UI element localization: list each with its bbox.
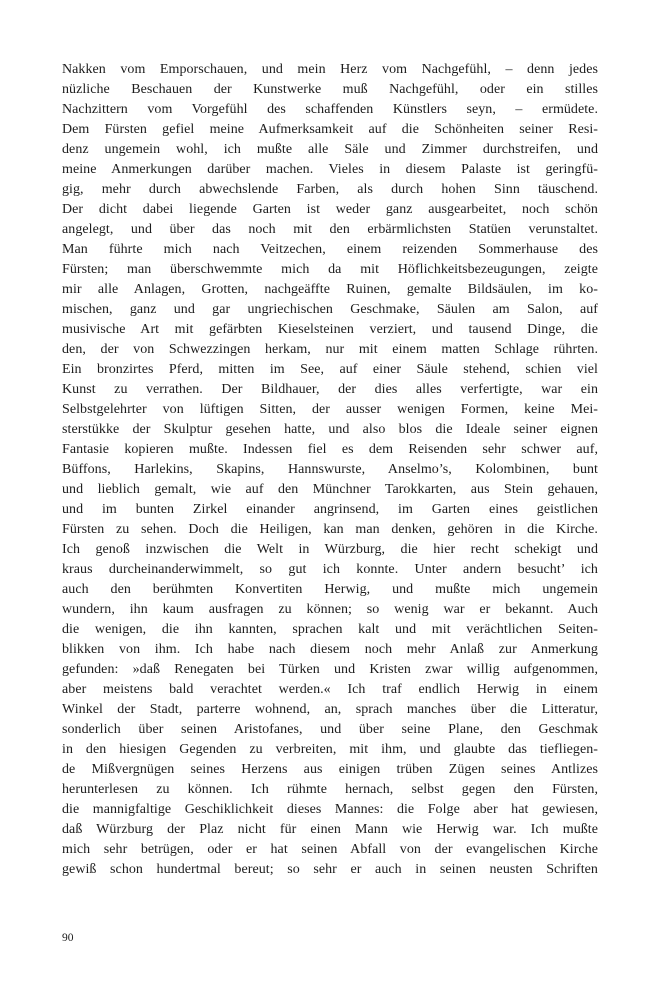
text-line: Dem Fürsten gefiel meine Aufmerksamkeit auf die Schönheiten seiner Resi- xyxy=(62,122,598,137)
text-line: Der dicht dabei liegende Garten ist weder ganz ausgearbeitet, noch schön xyxy=(62,202,598,217)
text-line: daß Würzburg der Plaz nicht für einen Mann wie Herwig war. Ich mußte xyxy=(62,822,598,837)
text-line: gefunden: »daß Renegaten bei Türken und Kristen zwar willig aufgenommen, xyxy=(62,662,598,677)
text-line: in den hiesigen Gegenden zu verbreiten, mit ihm, und glaubte das tiefliegen- xyxy=(62,742,598,757)
text-line: den, der von Schwezzingen herkam, nur mit einem matten Schlage rührten. xyxy=(62,342,598,357)
text-line: und lieblich gemalt, wie auf den Münchner Tarokkarten, aus Stein gehauen, xyxy=(62,482,598,497)
text-line: meine Anmerkungen darüber machen. Vieles in diesem Palaste ist geringfü- xyxy=(62,162,598,177)
text-line: Ich genoß inzwischen die Welt in Würzburg, die hier recht schekigt und xyxy=(62,542,598,557)
text-line: de Mißvergnügen seines Herzens aus einigen trüben Zügen seines Antlizes xyxy=(62,762,598,777)
text-line: Fürsten; man überschwemmte mich da mit Höflichkeitsbezeugungen, zeigte xyxy=(62,262,598,277)
text-line: Kunst zu verrathen. Der Bildhauer, der dies alles verfertigte, war ein xyxy=(62,382,598,397)
text-line: wundern, ihn kaum ausfragen zu können; so wenig war er bekannt. Auch xyxy=(62,602,598,617)
text-line: mich sehr betrügen, oder er hat seinen Abfall von der evangelischen Kirche xyxy=(62,842,598,857)
text-line: kraus durcheinanderwimmelt, so gut ich konnte. Unter andern besucht’ ich xyxy=(62,562,598,577)
text-line: gig, mehr durch abwechslende Farben, als durch hohen Sinn täuschend. xyxy=(62,182,598,197)
text-line: Nakken vom Emporschauen, und mein Herz vom Nachgefühl, – denn jedes xyxy=(62,62,598,77)
text-line: Nachzittern vom Vorgefühl des schaffenden Künstlers seyn, – ermüdete. xyxy=(62,102,598,117)
text-line: blikken von ihm. Ich habe nach diesem noch mehr Anlaß zur Anmerkung xyxy=(62,642,598,657)
text-line: die wenigen, die ihn kannten, sprachen kalt und mit verächtlichen Seiten- xyxy=(62,622,598,637)
page-number: 90 xyxy=(62,932,74,944)
text-line: auch den berühmten Konvertiten Herwig, und mußte mich ungemein xyxy=(62,582,598,597)
text-line: Fantasie kopieren mußte. Indessen fiel es dem Reisenden sehr schwer auf, xyxy=(62,442,598,457)
text-line: Winkel der Stadt, parterre wohnend, an, sprach manches über die Litteratur, xyxy=(62,702,598,717)
text-line: sonderlich über seinen Aristofanes, und über seine Plane, den Geschmak xyxy=(62,722,598,737)
text-line: und im bunten Zirkel einander angrinsend, im Garten eines geistlichen xyxy=(62,502,598,517)
text-line: gewiß schon hundertmal bereut; so sehr er auch in seinen neusten Schriften xyxy=(62,862,598,877)
text-line: die mannigfaltige Geschiklichkeit dieses Mannes: die Folge aber hat gewiesen, xyxy=(62,802,598,817)
text-line: angelegt, und über das noch mit den erbärmlichsten Statüen verunstaltet. xyxy=(62,222,598,237)
text-line: Büffons, Harlekins, Skapins, Hannswurste, Anselmo’s, Kolombinen, bunt xyxy=(62,462,598,477)
text-line: sterstükke der Skulptur gesehen hatte, und also blos die Ideale seiner eignen xyxy=(62,422,598,437)
text-line: Ein bronzirtes Pferd, mitten im See, auf einer Säule stehend, schien viel xyxy=(62,362,598,377)
text-line: Man führte mich nach Veitzechen, einem reizenden Sommerhause des xyxy=(62,242,598,257)
text-line: herunterlesen zu können. Ich rühmte hernach, selbst gegen den Fürsten, xyxy=(62,782,598,797)
text-line: aber meistens bald verachtet werden.« Ich traf endlich Herwig in einem xyxy=(62,682,598,697)
text-line: musivische Art mit gefärbten Kieselsteinen verziert, und tausend Dinge, die xyxy=(62,322,598,337)
text-line: denz ungemein wohl, ich mußte alle Säle und Zimmer durchstreifen, und xyxy=(62,142,598,157)
text-line: Fürsten zu sehen. Doch die Heiligen, kan man denken, gehören in die Kirche. xyxy=(62,522,598,537)
text-line: mir alle Anlagen, Grotten, nachgeäffte Ruinen, gemalte Bildsäulen, im ko- xyxy=(62,282,598,297)
body-text xyxy=(62,60,598,880)
text-line: Selbstgelehrter von lüftigen Sitten, der ausser wenigen Formen, keine Mei- xyxy=(62,402,598,417)
text-line: nüzliche Beschauen der Kunstwerke muß Nachgefühl, oder ein stilles xyxy=(62,82,598,97)
text-line: mischen, ganz und gar ungriechischen Geschmake, Säulen am Salon, auf xyxy=(62,302,598,317)
